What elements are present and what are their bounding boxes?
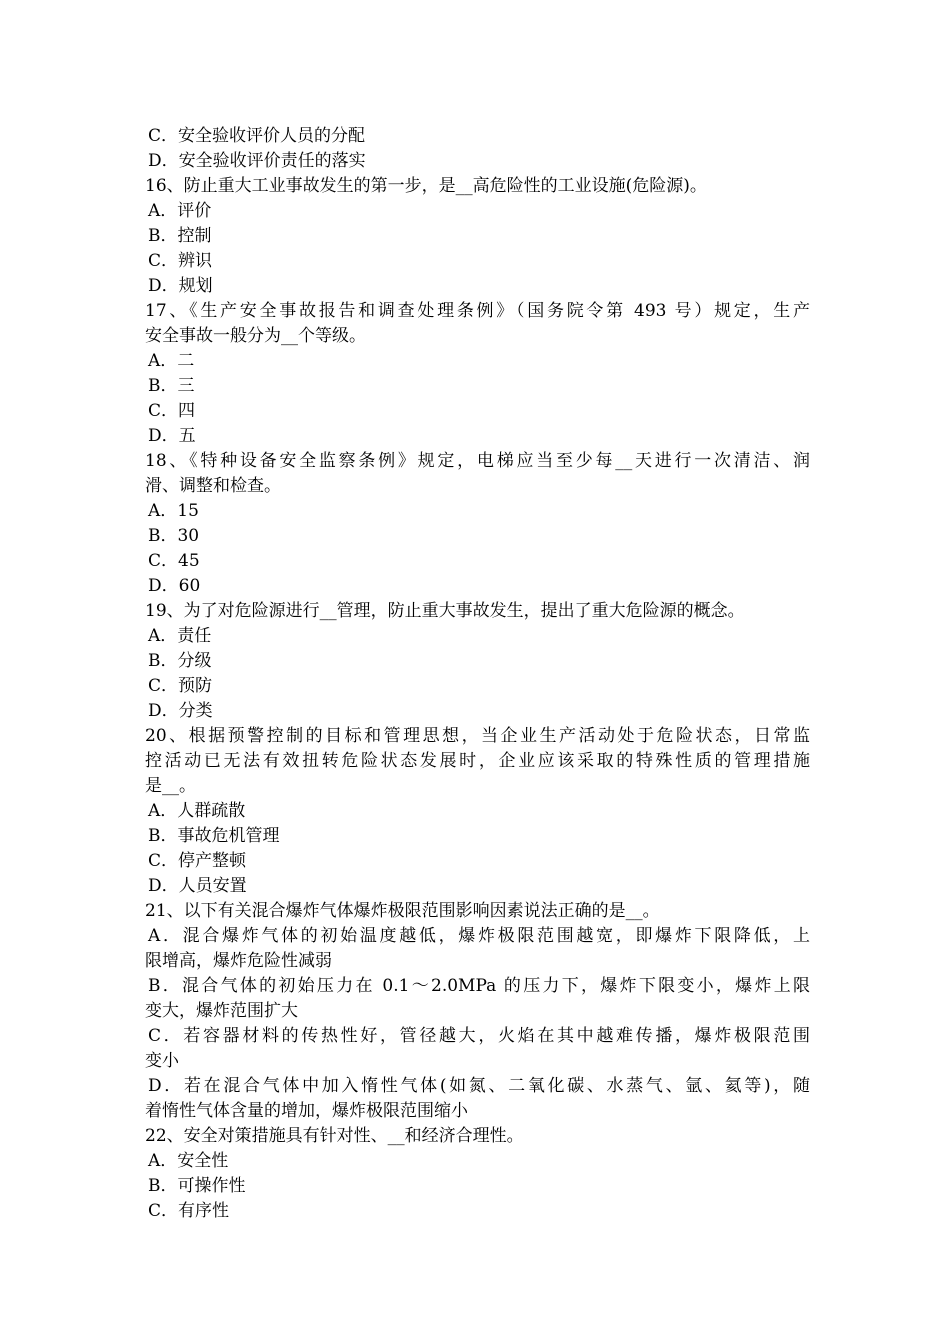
- question-text: 22、安全对策措施具有针对性、__和经济合理性。: [145, 1126, 524, 1146]
- answer-option: B．三: [148, 376, 195, 396]
- question-text: 16、防止重大工业事故发生的第一步，是__高危险性的工业设施(危险源)。: [145, 176, 707, 196]
- answer-option: D．60: [148, 576, 201, 596]
- answer-option: C．安全验收评价人员的分配: [148, 126, 366, 146]
- question-text: 控活动已无法有效扭转危险状态发展时，企业应该采取的特殊性质的管理措施: [145, 751, 810, 771]
- answer-option: A．二: [148, 351, 195, 371]
- question-text: 变小: [145, 1051, 179, 1071]
- question-text: 着惰性气体含量的增加，爆炸极限范围缩小: [145, 1101, 468, 1121]
- question-text: 17、《生产安全事故报告和调查处理条例》（国务院令第 493 号）规定，生产: [145, 301, 810, 321]
- question-text: 21、以下有关混合爆炸气体爆炸极限范围影响因素说法正确的是__。: [145, 901, 660, 921]
- question-text: 20、根据预警控制的目标和管理思想，当企业生产活动处于危险状态，日常监: [145, 726, 810, 746]
- answer-option: C．四: [148, 401, 196, 421]
- answer-option: B．事故危机管理: [148, 826, 280, 846]
- question-text: 安全事故一般分为__个等级。: [145, 326, 366, 346]
- answer-option: A．评价: [148, 201, 212, 221]
- answer-option: A．安全性: [148, 1151, 229, 1171]
- question-text: 滑、调整和检查。: [145, 476, 281, 496]
- answer-option: C．有序性: [148, 1201, 230, 1221]
- answer-option: D．规划: [148, 276, 213, 296]
- question-text: 是__。: [145, 776, 196, 796]
- answer-option: D．安全验收评价责任的落实: [148, 151, 366, 171]
- question-text: 限增高，爆炸危险性减弱: [145, 951, 332, 971]
- answer-option: D．五: [148, 426, 196, 446]
- answer-option: B．分级: [148, 651, 212, 671]
- answer-option: B．控制: [148, 226, 212, 246]
- answer-option: D．人员安置: [148, 876, 247, 896]
- answer-option: C．预防: [148, 676, 213, 696]
- answer-option: A．混合爆炸气体的初始温度越低，爆炸极限范围越宽，即爆炸下限降低，上: [148, 926, 810, 946]
- answer-option: B．可操作性: [148, 1176, 246, 1196]
- question-text: 变大，爆炸范围扩大: [145, 1001, 298, 1021]
- answer-option: D．若在混合气体中加入惰性气体(如氮、二氧化碳、水蒸气、氩、氦等)，随: [148, 1076, 810, 1096]
- answer-option: D．分类: [148, 701, 213, 721]
- answer-option: C．45: [148, 551, 200, 571]
- answer-option: A．15: [148, 501, 199, 521]
- question-text: 18、《特种设备安全监察条例》规定，电梯应当至少每__天进行一次清洁、润: [145, 451, 810, 471]
- answer-option: C．停产整顿: [148, 851, 247, 871]
- answer-option: C．若容器材料的传热性好，管径越大，火焰在其中越难传播，爆炸极限范围: [148, 1026, 810, 1046]
- answer-option: B．30: [148, 526, 200, 546]
- answer-option: C．辨识: [148, 251, 213, 271]
- answer-option: A．人群疏散: [148, 801, 246, 821]
- answer-option: A．责任: [148, 626, 212, 646]
- question-text: 19、为了对危险源进行__管理，防止重大事故发生，提出了重大危险源的概念。: [145, 601, 745, 621]
- answer-option: B．混合气体的初始压力在 0.1～2.0MPa 的压力下，爆炸下限变小，爆炸上限: [148, 976, 810, 996]
- document-page: [145, 124, 810, 1224]
